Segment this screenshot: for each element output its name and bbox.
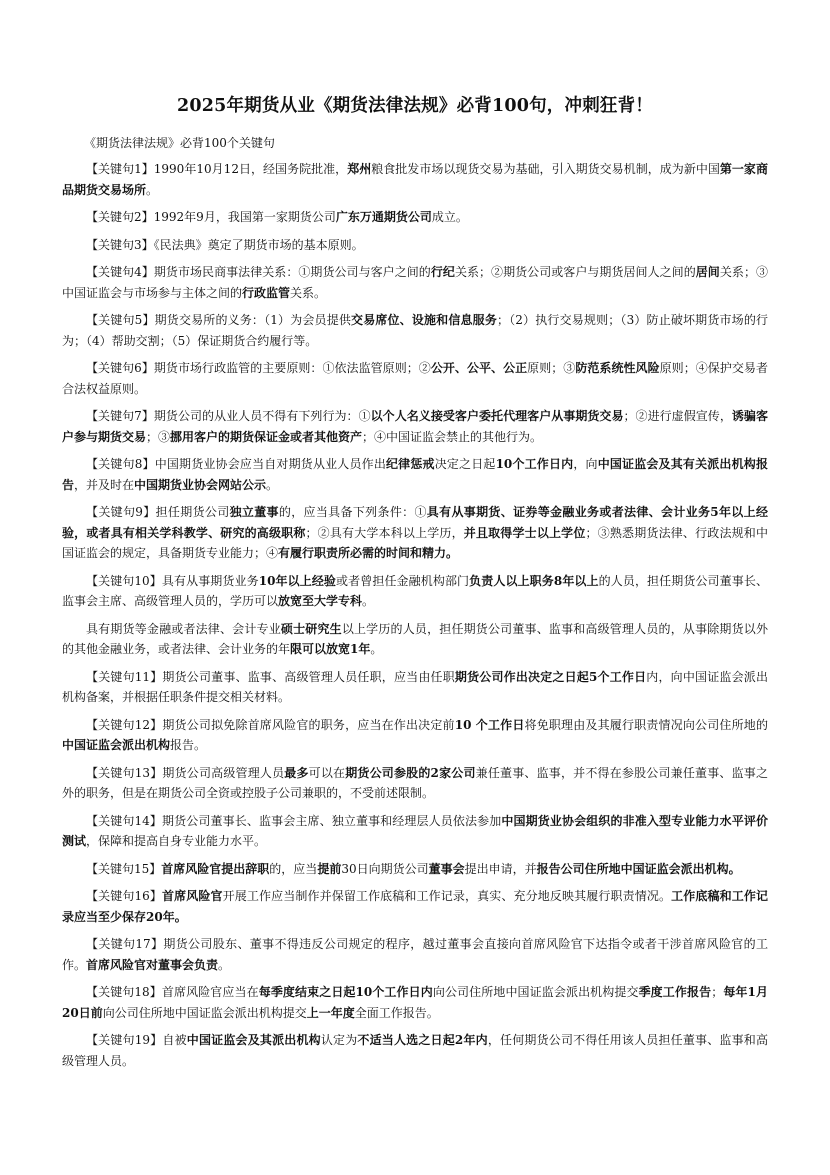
body-text: 《民法典》奠定了期货市场的基本原则。 — [153, 237, 364, 252]
body-text: 的，应当 — [269, 861, 318, 876]
body-text: 期货公司的从业人员不得有下列行为：① — [153, 409, 371, 423]
key-sentence-paragraph — [62, 310, 768, 351]
key-sentence-paragraph — [62, 1030, 768, 1071]
emphasis-text: 交易席位、设施和信息服务 — [351, 313, 497, 327]
emphasis-text: 限可以放宽1年 — [290, 642, 371, 656]
body-text: 成立。 — [431, 210, 468, 224]
body-text: 。 — [218, 957, 231, 972]
body-text: 【关键句12】 — [86, 717, 163, 732]
emphasis-text: 防范系统性风险 — [575, 361, 660, 375]
emphasis-text: 每年1月20日前 — [62, 985, 768, 1020]
body-text: ，我国第一家期货公司 — [215, 210, 336, 224]
emphasis-text: 行纪 — [430, 265, 455, 279]
emphasis-text: 中国证监会派出机构 — [62, 738, 171, 752]
body-text: 【关键句11】 — [86, 669, 163, 684]
body-text: 【关键句10】 — [86, 573, 162, 588]
emphasis-text: 第一家商品期货交易场所 — [62, 162, 768, 197]
body-text: 认定为 — [320, 1033, 358, 1047]
emphasis-text: 挪用客户的期货保证金或者其他资产 — [170, 429, 363, 444]
emphasis-text: 董事会 — [428, 861, 465, 876]
emphasis-text: 提前 — [317, 861, 342, 876]
key-sentence-paragraph — [62, 982, 768, 1023]
key-sentence-paragraph — [62, 811, 768, 852]
key-sentence-paragraph — [62, 667, 768, 708]
emphasis-text: 期货公司作出决定之日起5个工作日 — [454, 669, 647, 684]
body-text: 。 — [146, 182, 159, 197]
body-text: 【关键句4】 — [86, 265, 154, 279]
body-text: 将免职理由及其履行职责情况向公司住所地的 — [524, 717, 768, 732]
body-text: 30日向期货公司 — [341, 861, 429, 876]
emphasis-text: 以个人名义接受客户委托代理客户从事期货交易 — [370, 409, 624, 423]
body-text: 首席风险官应当在 — [161, 985, 259, 999]
emphasis-text: 具有从事期货、证券等金融业务或者法律、会计业务5年以上经验，或者具有相关学科教学、研究的高级职称 — [62, 505, 768, 540]
body-text: ；④中国证监会禁止的其他行为。 — [362, 429, 543, 444]
body-text: 或者曾担任金融机构部门 — [336, 573, 470, 588]
body-text: 关系。 — [290, 285, 327, 300]
body-text: 期货公司高级管理人员 — [162, 765, 285, 780]
key-sentence-paragraph — [62, 502, 768, 564]
body-text: 期货公司董事长、监事会主席、独立董事和经理层人员依法参加 — [162, 813, 502, 828]
key-sentence-paragraph — [62, 763, 768, 804]
emphasis-text: 诱骗客户参与期货交易 — [62, 409, 768, 444]
body-text: 决定之日起 — [434, 457, 496, 471]
body-text: 关系；②期货公司或客户与期货居间人之间的 — [454, 265, 696, 279]
body-text: 【关键句19】 — [86, 1033, 163, 1047]
key-sentence-paragraph — [62, 934, 768, 975]
emphasis-text: 首席风险官提出辞职 — [161, 861, 270, 876]
body-text: 【关键句18】 — [86, 985, 162, 999]
body-text: ；③ — [146, 429, 171, 444]
emphasis-text: 公开、公平、公正 — [430, 361, 528, 375]
key-sentence-paragraph — [62, 619, 768, 660]
emphasis-text: 放宽至大学专科 — [278, 594, 363, 608]
body-text: 粮食批发市场以现货交易为基础，引入期货交易机制，成为新中国 — [371, 162, 720, 176]
body-text: ；②具有大学本科以上学历， — [305, 525, 464, 540]
emphasis-text: 中国证监会及其有关派出机构报告 — [62, 457, 768, 492]
emphasis-text: 纪律惩戒 — [386, 457, 435, 471]
emphasis-text: 中国证监会及其派出机构 — [186, 1033, 321, 1047]
key-sentence-paragraph — [62, 159, 768, 200]
body-text: 提出申请，并 — [464, 861, 537, 876]
emphasis-text: 工作底稿和工作记录应当至少保存20年。 — [62, 889, 768, 924]
body-text: 【关键句15】 — [86, 861, 162, 876]
key-sentence-paragraph — [62, 406, 768, 447]
body-text: 。 — [266, 477, 279, 492]
body-text: 内，向中国证监会派出机构备案，并根据任职条件提交相关材料。 — [62, 669, 768, 704]
key-sentence-paragraph — [62, 235, 768, 256]
emphasis-text: 上一年度 — [306, 1005, 355, 1020]
body-text: 可以在 — [308, 765, 346, 780]
body-text: 开展工作应当制作并保留工作底稿和工作记录，真实、充分地反映其履行职责情况。 — [222, 889, 672, 903]
body-text: 具有从事期货业务 — [161, 573, 259, 588]
body-text: 【关键句17】 — [86, 937, 164, 951]
body-text: ，并及时在 — [74, 477, 135, 492]
body-text: 期货市场民商事法律关系：①期货公司与客户之间的 — [153, 265, 431, 279]
emphasis-text: 首席风险官对董事会负责 — [86, 957, 219, 972]
emphasis-text: 有履行职责所必需的时间和精力。 — [278, 546, 459, 560]
body-text: ，保障和提高自身专业能力水平。 — [86, 834, 267, 848]
key-sentence-paragraph — [62, 262, 768, 303]
emphasis-text: 10 个工作日 — [454, 717, 525, 732]
emphasis-text: 硕士研究生 — [280, 621, 342, 636]
body-text: 期货公司拟免除首席风险官的职务，应当在作出决定前 — [162, 717, 455, 732]
body-text: 向公司住所地中国证监会派出机构提交 — [432, 985, 639, 999]
body-text: 期货公司股东、董事不得违反公司规定的程序，越过董事会直接向首席风险官下达指令或者干涉首席风险官的工作。 — [62, 937, 768, 972]
emphasis-text: 期货公司参股的2家公司 — [345, 765, 476, 780]
emphasis-text: 负责人以上职务8年以上 — [469, 573, 599, 588]
body-text: 期货市场行政监管的主要原则：①依法监管原则；② — [153, 361, 431, 375]
key-sentence-paragraph — [62, 358, 768, 399]
emphasis-text: 10个工作日内 — [495, 457, 574, 471]
emphasis-text: 行政监管 — [242, 285, 291, 300]
body-text: 的，应当具备下列条件：① — [278, 505, 427, 519]
body-text: 向公司住所地中国证监会派出机构提交 — [102, 1005, 307, 1020]
body-text: 【关键句2】 — [86, 210, 154, 224]
emphasis-text: 10年以上经验 — [258, 573, 337, 588]
body-text: 【关键句14】 — [86, 813, 162, 828]
body-text: 【关键句5】 — [86, 313, 155, 327]
body-text: 自被 — [162, 1033, 187, 1047]
key-sentence-paragraph — [62, 571, 768, 612]
page-title: 2025年期货从业《期货法律法规》必背100句，冲刺狂背！ — [176, 96, 654, 116]
body-text: 原则；③ — [527, 361, 576, 375]
body-text: 【关键句1】 — [86, 162, 154, 176]
body-text: 全面工作报告。 — [354, 1005, 439, 1020]
emphasis-text: 居间 — [695, 265, 720, 279]
key-sentence-paragraph — [62, 454, 768, 495]
emphasis-text: 报告公司住所地中国证监会派出机构。 — [536, 861, 741, 876]
key-sentence-paragraph — [62, 859, 768, 880]
body-text: 【关键句7】 — [86, 409, 154, 423]
body-text: 。 — [370, 642, 383, 656]
body-text: 【关键句8】 — [86, 457, 155, 471]
body-text: ； — [711, 985, 724, 999]
emphasis-text: 广东万通期货公司 — [335, 210, 432, 224]
body-text: ；③熟悉期货法律、行政法规和中国证监会的规定，具备期货专业能力；④ — [62, 525, 768, 560]
body-text: 。 — [362, 594, 375, 608]
emphasis-text: 中国期货业协会网站公示 — [134, 477, 267, 492]
emphasis-text: 中国期货业协会组织的非准入型专业能力水平评价测试 — [62, 813, 768, 848]
body-text: 期货公司董事、监事、高级管理人员任职，应当由任职 — [162, 669, 455, 684]
emphasis-text: 并且取得学士以上学位 — [463, 525, 586, 540]
body-text: 【关键句16】 — [86, 889, 162, 903]
emphasis-text: 季度工作报告 — [638, 985, 712, 999]
body-text: 【关键句6】 — [86, 361, 154, 375]
body-text: ，向 — [573, 457, 598, 471]
emphasis-text: 不适当人选之日起2年内 — [357, 1033, 488, 1047]
emphasis-text: 郑州 — [347, 162, 372, 176]
body-text: ，任何期货公司不得任用该人员担任董事、监事和高级管理人员。 — [62, 1033, 768, 1068]
body-text: 担任期货公司 — [155, 505, 230, 519]
body-text: 兼任董事、监事，并不得在参股公司兼任董事、监事之外的职务，但是在期货公司全资或控股子公司兼职的，不受前述限制。 — [62, 765, 768, 800]
key-sentence-paragraph — [62, 715, 768, 756]
body-text: 【关键句3】 — [86, 237, 154, 252]
body-text: 中国期货业协会应当自对期货从业人员作出 — [154, 457, 386, 471]
body-text: 1992年9月 — [153, 210, 216, 224]
key-sentence-paragraph — [62, 886, 768, 927]
body-text: 原则；④保护交易者合法权益原则。 — [62, 361, 768, 396]
emphasis-text: 独立董事 — [229, 505, 279, 519]
body-text: 关系；③中国证监会与市场参与主体之间的 — [62, 265, 768, 300]
body-text: 【关键句13】 — [86, 765, 163, 780]
body-text: ，经国务院批准， — [251, 162, 348, 176]
body-text: 以上学历的人员，担任期货公司董事、监事和高级管理人员的，从事除期货以外的其他金融业务，或者法律、会计业务的年 — [62, 621, 768, 656]
body-text: 【关键句9】 — [86, 505, 156, 519]
subtitle: 《期货法律法规》必背100个关键句 — [84, 136, 275, 150]
body-text: 报告。 — [170, 738, 207, 752]
emphasis-text: 每季度结束之日起10个工作日内 — [258, 985, 433, 999]
body-text: 具有期货等金融或者法律、会计专业 — [86, 621, 281, 636]
body-text: 期货交易所的义务：（1）为会员提供 — [154, 313, 352, 327]
body-text: 的人员，担任期货公司董事长、监事会主席、高级管理人员的，学历可以 — [62, 573, 768, 608]
emphasis-text: 首席风险官 — [162, 889, 223, 903]
body-text: ；（2）执行交易规则；（3）防止破坏期货市场的行为；（4）帮助交割；（5）保证期货合约履行等。 — [62, 313, 768, 348]
key-sentence-paragraph — [62, 207, 768, 228]
emphasis-text: 最多 — [284, 765, 309, 780]
body-text: 1990年10月12日 — [153, 162, 251, 176]
body-text: ；②进行虚假宣传， — [623, 409, 732, 423]
paragraph-list — [62, 159, 768, 1071]
